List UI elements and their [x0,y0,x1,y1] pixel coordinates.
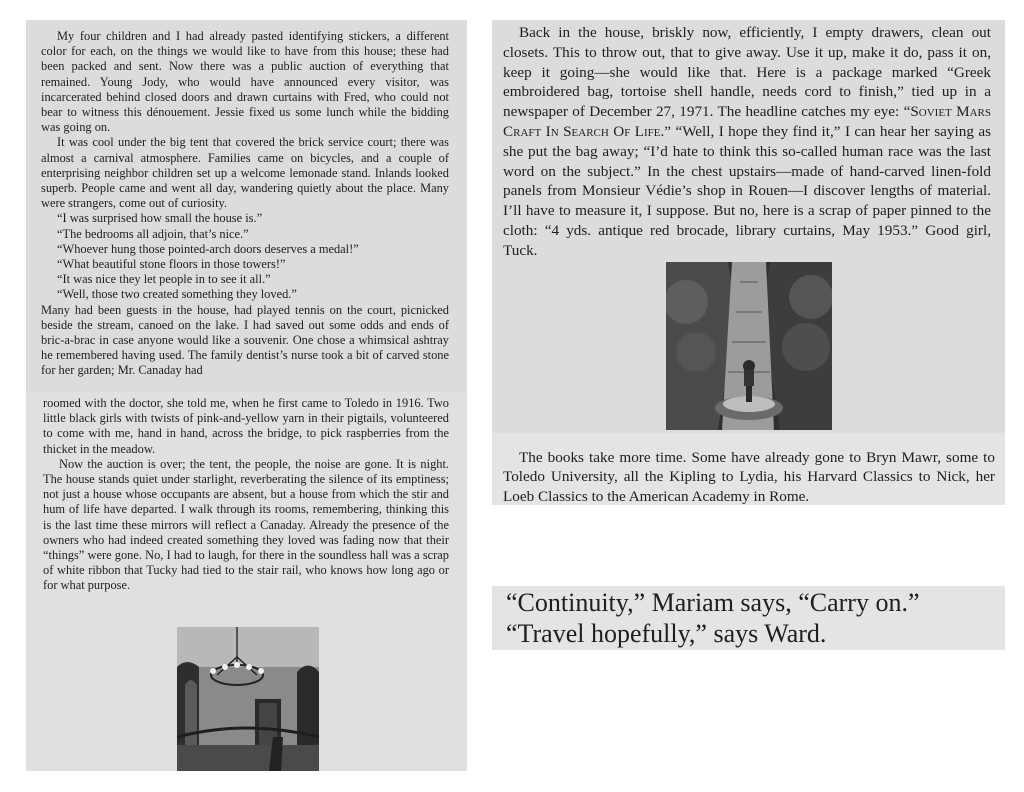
paragraph-guests: Many had been guests in the house, had played tennis on the court, picnicked beside the stream, canoed on the lake. I had saved out some odds and ends of bric-a-brac in case anyone would like a souvenir. One chose a whimsical ashtray he remembered having used. The family dentist’s nurse took a bit of carved stone for her garden; Mr. Canaday had [41,302,449,378]
garden-fountain-photo [666,262,832,430]
newspaper-headline: Soviet Mars Craft In Search Of Life. [503,103,991,140]
quote-line: “What beautiful stone floors in those towers!” [57,257,286,272]
paragraph-night: Now the auction is over; the tent, the people, the noise are gone. It is night. The house stands quiet under starlight, reverberating the silence of its emptiness; not just a house whose occupants are absent, but a house from which the stir and hum of life have departed. I walk through its rooms, remembering, thinking this is the last time these mirrors will reflect a Canaday. Already the presence of the owners who had indeed created something they loved was fading now that their “things” were gone. No, I had to laugh, for there in the soundless hall was a scrap of white ribbon that Tucky had tied to the stair rail, who knows how long ago or for what purpose. [43,456,449,593]
hall-chandelier-photo [177,627,319,771]
right-text-block-books [492,433,1005,505]
left-text-block-top [26,20,467,392]
paragraph-drawers-start: Back in the house, briskly now, efficiently, I empty drawers, clean out closets. This to throw out, that to give away. Use it up, make it do, pass it on, keep it going—she would like that. Here is a package marked “Greek embroidered bag, tortoise shell handle, needs cord to finish,” tied up in a newspaper of December 27, 1971. The headline catches my eye: “ [503,24,991,121]
quote-line: “It was nice they let people in to see it all.” [57,272,271,287]
paragraph-books: The books take more time. Some have already gone to Bryn Mawr, some to Toledo University, all the Kipling to Lydia, his Harvard Classics to Nick, her Loeb Classics to the American Academy in Rome. [503,449,995,505]
quote-line: “The bedrooms all adjoin, that’s nice.” [57,226,249,241]
paragraph-tent: It was cool under the big tent that covered the brick service court; there was almost a carnival atmosphere. Families came on bicycles, and a couple of enterprising neighbor children set up a welcome lemonade stand. Inlands looked superb. People came and went all day, wandering quietly about the place. Many were strangers, come out of curiosity. [41,135,449,211]
paragraph-guests-continued: roomed with the doctor, she told me, when he first came to Toledo in 1916. Two little black girls with twists of pink-and-yellow yarn in their pigtails, volunteered to come with me, hand in hand, across the bridge, to pick raspberries from the thicket in the meadow. [43,396,449,456]
quote-line: “Whoever hung those pointed-arch doors deserves a medal!” [57,241,359,256]
quote-line: “I was surprised how small the house is.” [57,211,263,226]
closing-quote-line-1: “Continuity,” Mariam says, “Carry on.” [506,588,920,617]
closing-quote-line-2: “Travel hopefully,” says Ward. [506,619,827,648]
paragraph-drawers [503,23,991,261]
quote-line: “Well, those two created something they loved.” [57,287,297,302]
paragraph-drawers-end: ” “Well, I hope they find it,” I can hear her saying as she put the bag away; “I’d hate to think this so-called human race was the last word on the subject.” In the chest upstairs—made of hand-carved linen-fold panels from Monsieur Védie’s shop in Rouen—I discover lengths of material. I’ll have to measure it, I suppose. But no, here is a scrap of paper pinned to the cloth: “4 yds. antique red brocade, library curtains, May 1953.” Good girl, Tuck. [503,122,991,259]
paragraph-auction: My four children and I had already pasted identifying stickers, a different color for each, on the things we would like to have from this house; these had been packed and sent. Now there was a public auction of everything that remained. Young Jody, who would have announced every visitor, was incarcerated behind closed doors and drawn curtains with Fred, who could not bear to witness this dénouement. Jessie fixed us some lunch while the bidding was going on. [41,29,449,135]
closing-quote-block [492,586,1005,650]
